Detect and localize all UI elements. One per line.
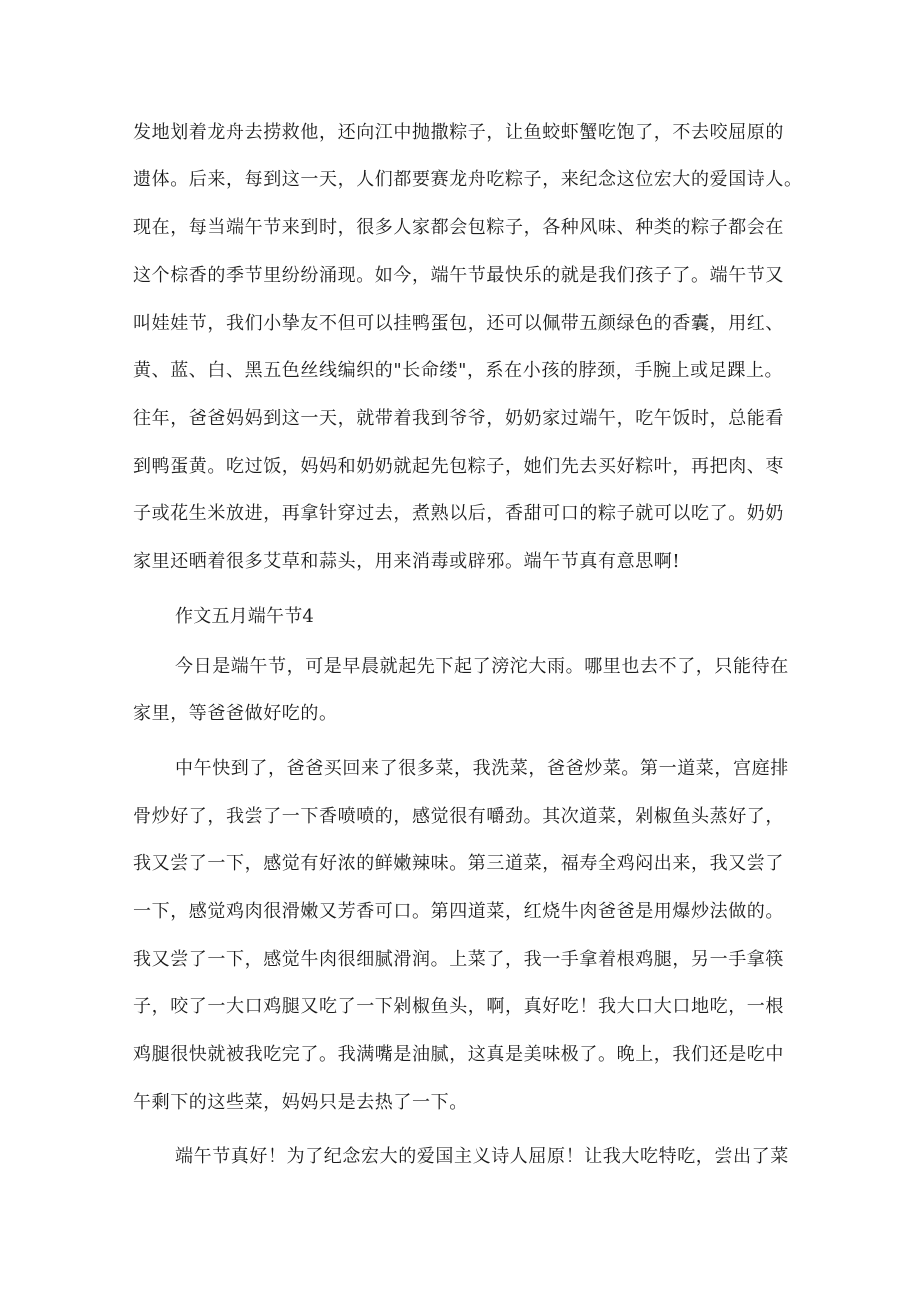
text-line: 到鸭蛋黄。吃过饭，妈妈和奶奶就起先包粽子，她们先去买好粽叶，再把肉、枣 [133,456,784,477]
text-line: 端午节真好！为了纪念宏大的爱国主义诗人屈原！让我大吃特吃，尝出了菜 [175,1146,789,1167]
text-line: 一下，感觉鸡肉很滑嫩又芳香可口。第四道菜，红烧牛肉爸爸是用爆炒法做的。 [133,901,784,922]
text-line: 中午快到了，爸爸买回来了很多菜，我洗菜，爸爸炒菜。第一道菜，宫庭排 [175,758,789,779]
text-line: 子，咬了一大口鸡腿又吃了一下剁椒鱼头，啊，真好吃！我大口大口地吃，一根 [133,996,784,1017]
text-line: 现在，每当端午节来到时，很多人家都会包粽子，各种风味、种类的粽子都会在 [133,217,784,238]
text-line: 往年，爸爸妈妈到这一天，就带着我到爷爷，奶奶家过端午，吃午饭时，总能看 [133,408,784,429]
text-line: 发地划着龙舟去捞救他，还向江中抛撒粽子，让鱼蛟虾蟹吃饱了，不去咬屈原的 [133,122,784,143]
text-line: 叫娃娃节，我们小挚友不但可以挂鸭蛋包，还可以佩带五颜绿色的香囊，用红、 [133,313,784,334]
text-line: 子或花生米放进，再拿针穿过去，煮熟以后，香甜可口的粽子就可以吃了。奶奶 [133,503,784,524]
section-heading: 作文五月端午节4 [175,606,315,627]
text-line: 黄、蓝、白、黑五色丝线编织的"长命缕"，系在小孩的脖颈，手腕上或足踝上。 [133,360,784,381]
text-line: 家里，等爸爸做好吃的。 [133,703,338,724]
text-line: 我又尝了一下，感觉有好浓的鲜嫩辣味。第三道菜，福寿全鸡闷出来，我又尝了 [133,853,784,874]
text-line: 骨炒好了，我尝了一下香喷喷的，感觉很有嚼劲。其次道菜，剁椒鱼头蒸好了， [133,806,784,827]
text-line: 我又尝了一下，感觉牛肉很细腻滑润。上菜了，我一手拿着根鸡腿，另一手拿筷 [133,949,784,970]
text-line: 鸡腿很快就被我吃完了。我满嘴是油腻，这真是美味极了。晚上，我们还是吃中 [133,1044,784,1065]
text-line: 午剩下的这些菜，妈妈只是去热了一下。 [133,1092,468,1113]
text-line: 遗体。后来，每到这一天，人们都要赛龙舟吃粽子，来纪念这位宏大的爱国诗人。 [133,169,803,190]
text-line: 今日是端午节，可是早晨就起先下起了滂沱大雨。哪里也去不了，只能待在 [175,656,789,677]
text-line: 这个棕香的季节里纷纷涌现。如今，端午节最快乐的就是我们孩子了。端午节又 [133,265,784,286]
text-line: 家里还晒着很多艾草和蒜头，用来消毒或辟邪。端午节真有意思啊! [133,551,681,572]
